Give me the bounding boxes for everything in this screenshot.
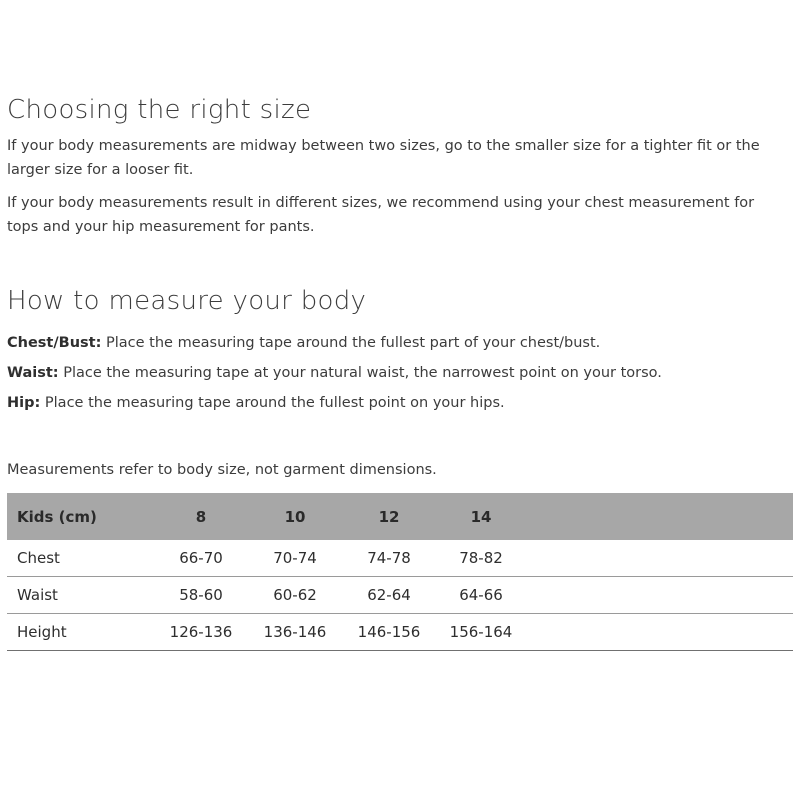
definition-chest <box>7 328 662 358</box>
table-header-size: 8 <box>155 493 247 540</box>
measurement-note: Measurements refer to body size, not garment dimensions. <box>7 462 437 478</box>
table-header-kids-cm: Kids (cm) <box>7 493 155 540</box>
table-cell: 62-64 <box>343 577 435 614</box>
section-heading-how-to-measure: How to measure your body <box>7 286 367 316</box>
row-label: Height <box>7 614 155 651</box>
table-cell: 60-62 <box>247 577 343 614</box>
section-heading-choosing-size: Choosing the right size <box>7 95 312 125</box>
table-cell: 58-60 <box>155 577 247 614</box>
table-cell-empty <box>527 614 793 651</box>
definition-waist <box>7 358 662 388</box>
table-header-size: 14 <box>435 493 527 540</box>
table-cell: 66-70 <box>155 540 247 577</box>
table-cell: 156-164 <box>435 614 527 651</box>
table-cell-empty <box>527 577 793 614</box>
table-cell: 74-78 <box>343 540 435 577</box>
definition-text: Place the measuring tape around the fullest point on your hips. <box>44 395 505 411</box>
size-table <box>7 493 793 651</box>
definition-term: Hip: <box>7 395 41 411</box>
table-header-empty <box>527 493 793 540</box>
table-cell: 64-66 <box>435 577 527 614</box>
table-header-row <box>7 493 793 540</box>
midway-sizes-paragraph: If your body measurements are midway between two sizes, go to the smaller size for a tighter fit or the larger size for a looser fit. <box>7 138 760 178</box>
definition-hip <box>7 388 662 418</box>
row-label: Chest <box>7 540 155 577</box>
table-cell: 126-136 <box>155 614 247 651</box>
table-cell: 70-74 <box>247 540 343 577</box>
table-row-chest <box>7 540 793 577</box>
table-row-waist <box>7 577 793 614</box>
table-cell: 146-156 <box>343 614 435 651</box>
table-cell: 136-146 <box>247 614 343 651</box>
table-row-height <box>7 614 793 651</box>
row-label: Waist <box>7 577 155 614</box>
table-cell-empty <box>527 540 793 577</box>
table-header-size: 12 <box>343 493 435 540</box>
table-cell: 78-82 <box>435 540 527 577</box>
definition-text: Place the measuring tape at your natural waist, the narrowest point on your torso. <box>63 365 662 381</box>
definition-term: Waist: <box>7 365 59 381</box>
different-sizes-paragraph: If your body measurements result in different sizes, we recommend using your chest measurement for tops and your hip measurement for pants. <box>7 195 755 235</box>
definition-term: Chest/Bust: <box>7 335 102 351</box>
table-header-size: 10 <box>247 493 343 540</box>
definition-text: Place the measuring tape around the fullest part of your chest/bust. <box>106 335 601 351</box>
measurement-definitions <box>7 328 662 418</box>
